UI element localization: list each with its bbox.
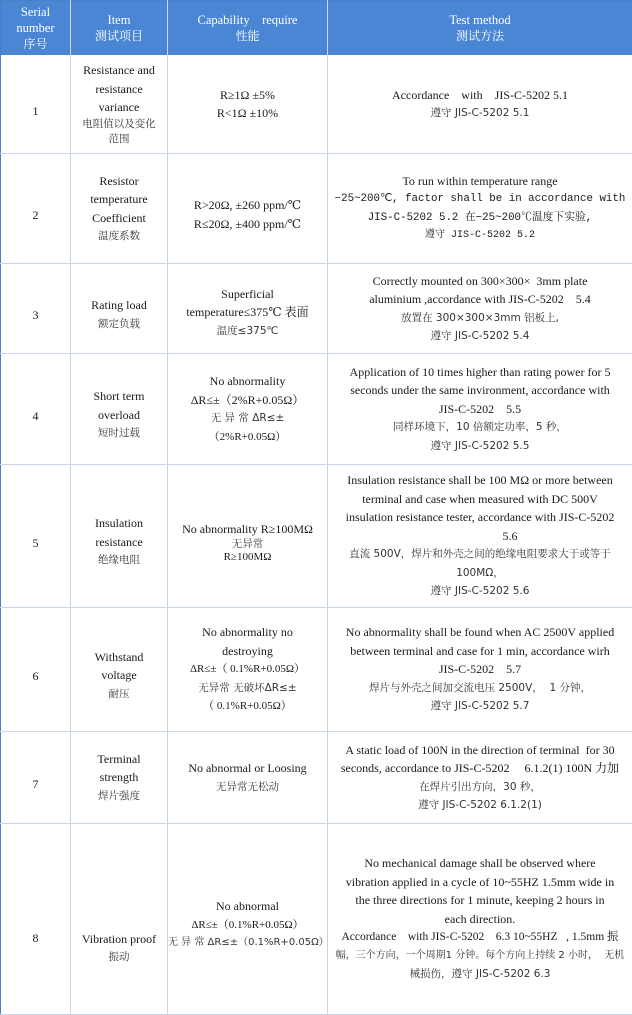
- capability-line: ΔR≤±（ 0.1%R+0.05Ω）: [171, 660, 324, 679]
- header-item-zh: 测试项目: [74, 28, 164, 44]
- capability-line: （ 0.1%R+0.05Ω）: [171, 697, 324, 716]
- capability-line-zh: 无异常: [171, 538, 324, 551]
- method-line: JIS-C-5202 5.5: [331, 400, 629, 419]
- cell-method: [328, 55, 632, 154]
- header-item-en: Item: [74, 12, 164, 28]
- method-line-zh: 放置在 300×300×3mm 铝板上,: [331, 309, 629, 328]
- capability-line-zh: 无 异 常 ΔR≤±（0.1%R+0.05Ω）: [168, 934, 327, 953]
- header-serial-en-1: Serial: [4, 4, 67, 20]
- cell-capability: [168, 824, 328, 1015]
- item-line: overload: [74, 406, 164, 425]
- item-line: Insulation: [74, 514, 164, 533]
- method-line-zh: 100MΩ，: [331, 564, 629, 583]
- capability-line: No abnormality no: [171, 623, 324, 642]
- capability-line: R≥100MΩ: [171, 551, 324, 564]
- method-line: vibration applied in a cycle of 10~55HZ 1.5mm wide in: [331, 873, 629, 892]
- cell-item: [71, 465, 168, 608]
- item-line-zh: 范围: [74, 132, 164, 147]
- item-line: temperature: [74, 190, 164, 209]
- cell-item: [71, 264, 168, 354]
- item-line: Coefficient: [74, 209, 164, 228]
- cell-capability: [168, 465, 328, 608]
- table-row: [1, 465, 632, 608]
- method-line-zh: 同样环境下，10 倍额定功率，5 秒，: [331, 418, 629, 437]
- capability-line-zh: 温度≤375℃: [171, 322, 324, 341]
- item-line-zh: 电阻值以及变化: [74, 117, 164, 132]
- method-line: JIS-C-5202 5.7: [331, 660, 629, 679]
- capability-line: Superficial: [171, 285, 324, 304]
- item-line-zh: 温度系数: [74, 227, 164, 246]
- header-serial: [1, 1, 71, 56]
- cell-item: [71, 732, 168, 824]
- cell-item: [71, 55, 168, 154]
- capability-line: （2%R+0.05Ω）: [171, 428, 324, 447]
- table-row: [1, 732, 632, 824]
- capability-line-zh: 无异常 无破坏ΔR≤±: [171, 679, 324, 698]
- method-line-zh: 遵守 JIS-C-5202 5.1: [331, 104, 629, 123]
- capability-line: R>20Ω, ±260 ppm/℃: [171, 196, 324, 215]
- cell-method: [328, 154, 632, 264]
- method-line-zh: 遵守 JIS-C-5202 5.6: [331, 582, 629, 601]
- cell-capability: [168, 55, 328, 154]
- item-line: resistance: [74, 533, 164, 552]
- item-line-zh: 绝缘电阻: [74, 551, 164, 570]
- item-line-zh: 焊片强度: [74, 787, 164, 806]
- cell-serial: 7: [1, 732, 71, 824]
- method-line: seconds, accordance to JIS-C-5202 6.1.2(1) 100N 力加: [331, 759, 629, 778]
- method-line: Accordance with JIS-C-5202 5.1: [331, 86, 629, 105]
- item-line: Terminal: [74, 750, 164, 769]
- item-line-zh: 短时过载: [74, 424, 164, 443]
- capability-line-zh: 无异常无松动: [171, 778, 324, 797]
- method-line: No abnormality shall be found when AC 2500V applied: [331, 623, 629, 642]
- table-header-row: [1, 1, 632, 56]
- item-line: Resistance and: [74, 61, 164, 80]
- item-line: Short term: [74, 387, 164, 406]
- item-line: variance: [74, 98, 164, 117]
- method-line-zh: 遵守 JIS-C-5202 6.1.2(1): [331, 796, 629, 815]
- header-method-en: Test method: [331, 12, 629, 28]
- capability-line: temperature≤375℃ 表面: [171, 303, 324, 322]
- table-row: [1, 608, 632, 732]
- cell-method: [328, 465, 632, 608]
- method-line: insulation resistance tester, accordance with JIS-C-5202: [331, 508, 629, 527]
- capability-line: R<1Ω ±10%: [171, 104, 324, 123]
- method-line: A static load of 100N in the direction of terminal for 30: [331, 741, 629, 760]
- cell-serial: 2: [1, 154, 71, 264]
- method-line-zh: 遵守 JIS-C-5202 5.4: [331, 327, 629, 346]
- cell-capability: [168, 354, 328, 465]
- cell-serial: 6: [1, 608, 71, 732]
- header-capability-zh: 性能: [171, 28, 324, 44]
- item-line: strength: [74, 768, 164, 787]
- cell-item: [71, 354, 168, 465]
- item-line: voltage: [74, 666, 164, 685]
- cell-capability: [168, 732, 328, 824]
- cell-serial: 5: [1, 465, 71, 608]
- method-line: terminal and case when measured with DC 500V: [331, 490, 629, 509]
- header-serial-zh: 序号: [4, 36, 67, 52]
- method-line-zh: 遵守 JIS-C-5202 5.7: [331, 697, 629, 716]
- capability-line: R≤20Ω, ±400 ppm/℃: [171, 215, 324, 234]
- table-row: [1, 354, 632, 465]
- item-line-zh: 耐压: [74, 685, 164, 704]
- method-line: Insulation resistance shall be 100 MΩ or more between: [331, 471, 629, 490]
- cell-capability: [168, 608, 328, 732]
- capability-line: destroying: [171, 642, 324, 661]
- method-line: Application of 10 times higher than rating power for 5: [331, 363, 629, 382]
- capability-line: No abnormal or Loosing: [171, 759, 324, 778]
- cell-method: [328, 354, 632, 465]
- cell-capability: [168, 264, 328, 354]
- item-line-zh: 额定负载: [74, 315, 164, 334]
- capability-line: ΔR≤±（0.1%R+0.05Ω）: [168, 916, 327, 935]
- header-capability-en: Capability require: [171, 12, 324, 28]
- header-serial-en-2: number: [4, 20, 67, 36]
- capability-line: ΔR≤±（2%R+0.05Ω）: [171, 391, 324, 410]
- method-line: between terminal and case for 1 min, accordance wirh: [331, 642, 629, 661]
- method-line-zh: 幅，三个方向，一个周期1 分钟。每个方向上持续 2 小时， 无机: [331, 947, 629, 966]
- cell-item: [71, 608, 168, 732]
- method-line: the three directions for 1 minute, keeping 2 hours in: [331, 891, 629, 910]
- item-line: Vibration proof: [74, 930, 164, 949]
- header-method: [328, 1, 632, 56]
- cell-method: [328, 608, 632, 732]
- cell-serial: 3: [1, 264, 71, 354]
- header-capability: [168, 1, 328, 56]
- method-line: 遵守 JIS-C-5202 5.2: [331, 227, 629, 246]
- method-line-zh: 械损伤，遵守 JIS-C-5202 6.3: [331, 965, 629, 984]
- header-item: [71, 1, 168, 56]
- item-line: Withstand: [74, 648, 164, 667]
- method-line-zh: 焊片与外壳之间加交流电压 2500V， 1 分钟，: [331, 679, 629, 698]
- table-row: [1, 154, 632, 264]
- capability-line: No abnormal: [168, 897, 327, 916]
- method-line: −25~200℃, factor shall be in accordance with: [331, 190, 629, 209]
- header-method-zh: 测试方法: [331, 28, 629, 44]
- capability-line: No abnormality R≥100MΩ: [171, 520, 324, 539]
- method-line: Accordance with JIS-C-5202 6.3 10~55HZ , 1.5mm 振: [331, 928, 629, 947]
- cell-item: [71, 154, 168, 264]
- cell-method: [328, 824, 632, 1015]
- cell-item: [71, 824, 168, 1015]
- item-line: Resistor: [74, 172, 164, 191]
- item-line: resistance: [74, 80, 164, 99]
- item-line-zh: 振动: [74, 948, 164, 967]
- method-line: Correctly mounted on 300×300× 3mm plate: [331, 272, 629, 291]
- table-row: [1, 55, 632, 154]
- cell-serial: 1: [1, 55, 71, 154]
- method-line-zh: 直流 500V，焊片和外壳之间的绝缘电阻要求大于或等于: [331, 545, 629, 564]
- method-line: No mechanical damage shall be observed where: [331, 854, 629, 873]
- method-line-zh: 在焊片引出方向，30 秒，: [331, 778, 629, 797]
- method-line: aluminium ,accordance with JIS-C-5202 5.4: [331, 290, 629, 309]
- method-line: JIS-C-5202 5.2 在−25~200℃温度下实验,: [331, 209, 629, 228]
- method-line: To run within temperature range: [331, 172, 629, 191]
- cell-serial: 8: [1, 824, 71, 1015]
- capability-line: R≥1Ω ±5%: [171, 86, 324, 105]
- item-line: Rating load: [74, 296, 164, 315]
- method-line-zh: 遵守 JIS-C-5202 5.5: [331, 437, 629, 456]
- cell-serial: 4: [1, 354, 71, 465]
- method-line: each direction.: [331, 910, 629, 929]
- cell-method: [328, 264, 632, 354]
- table-row: [1, 824, 632, 1015]
- capability-line: No abnormality: [171, 372, 324, 391]
- method-line: 5.6: [331, 527, 629, 546]
- method-line: seconds under the same invironment, accordance with: [331, 381, 629, 400]
- cell-method: [328, 732, 632, 824]
- cell-capability: [168, 154, 328, 264]
- table-row: [1, 264, 632, 354]
- capability-line-zh: 无 异 常 ΔR≤±: [171, 409, 324, 428]
